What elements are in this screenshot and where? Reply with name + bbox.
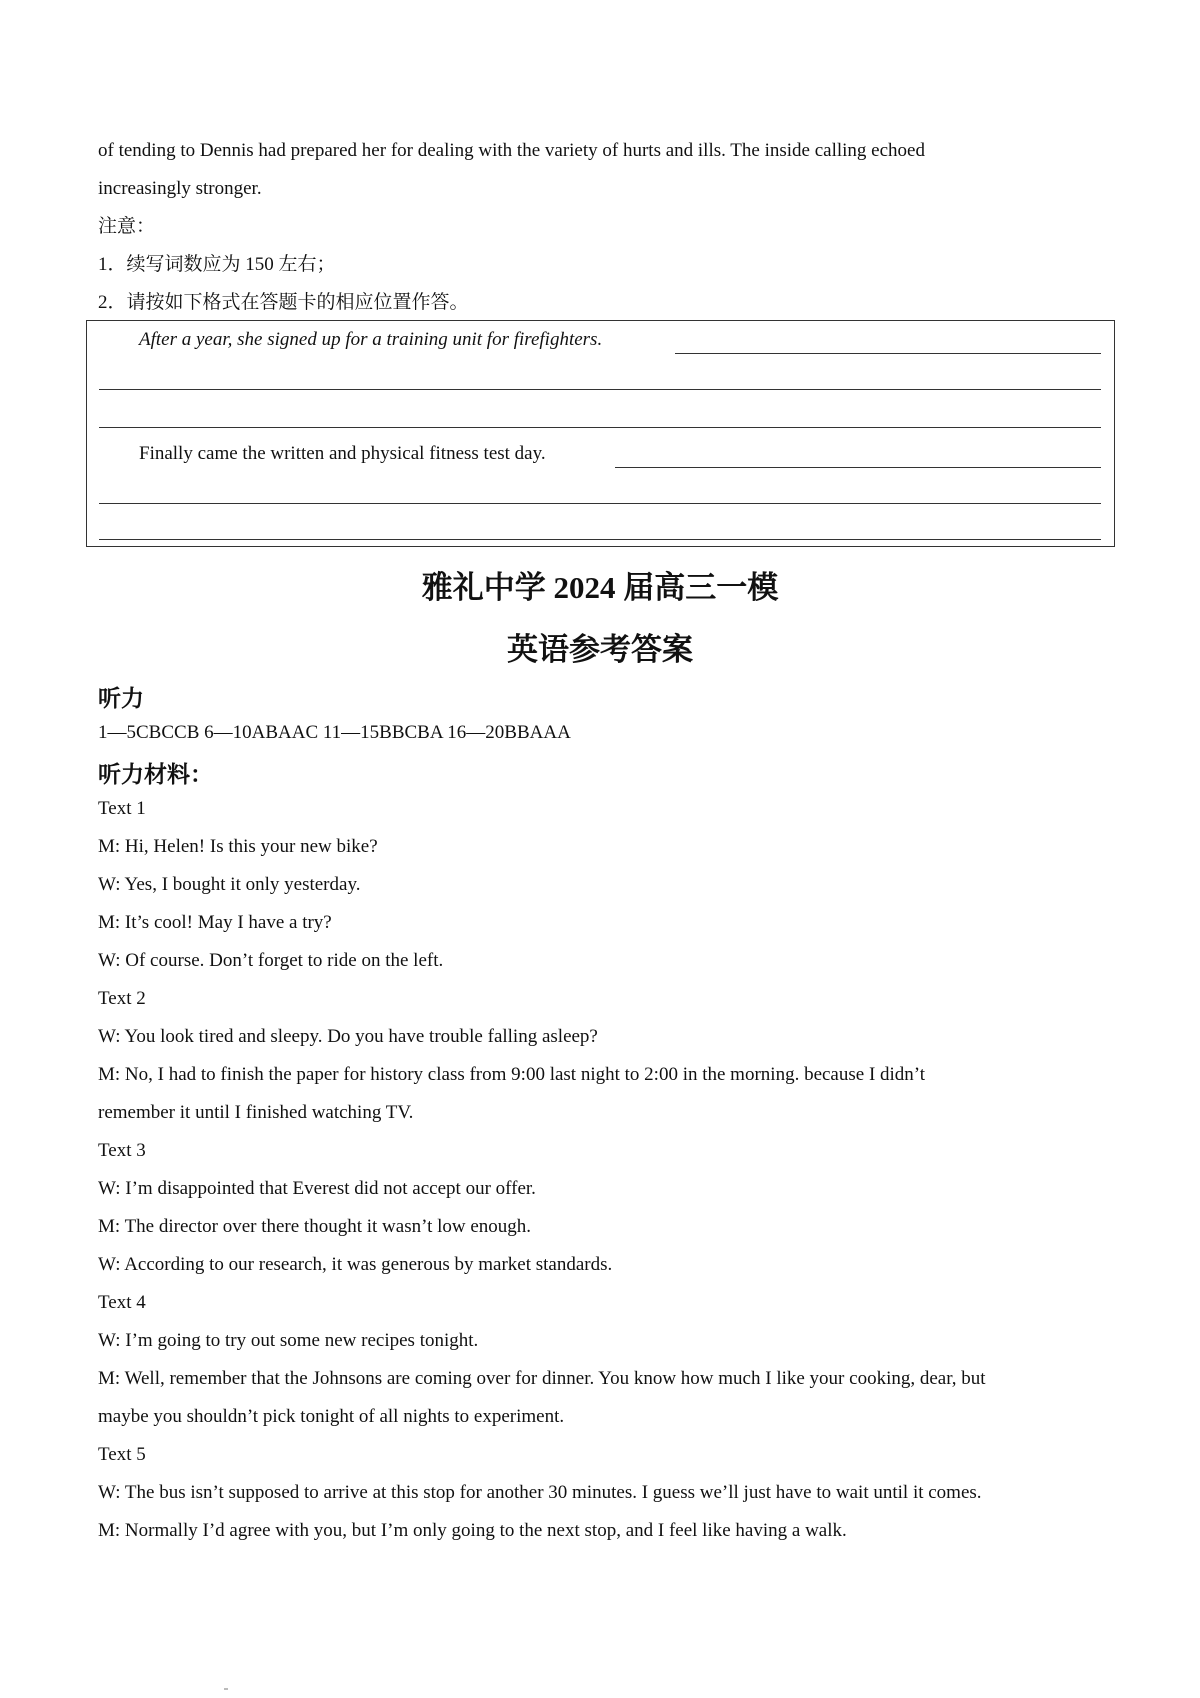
notes-item-2: 2．请按如下格式在答题卡的相应位置作答。 (98, 292, 469, 313)
dialogue-line: M: It’s cool! May I have a try? (98, 912, 332, 933)
prompt-1: After a year, she signed up for a training unit for firefighters. (139, 329, 603, 350)
writing-line (675, 353, 1101, 354)
dialogue-line: W: Yes, I bought it only yesterday. (98, 874, 361, 895)
dialogue-line: W: I’m going to try out some new recipes tonight. (98, 1330, 479, 1351)
writing-line (99, 427, 1101, 428)
dialogue-line: M: Well, remember that the Johnsons are coming over for dinner. You know how much I like your cooking, dear, but (98, 1368, 986, 1389)
writing-line (99, 539, 1101, 540)
dialogue-line: W: I’m disappointed that Everest did not accept our offer. (98, 1178, 536, 1199)
answer-key-title: 雅礼中学 2024 届高三一模 (421, 570, 779, 605)
dialogue-line: M: The director over there thought it wasn’t low enough. (98, 1216, 532, 1237)
writing-line (99, 503, 1101, 504)
notes-item-1: 1．续写词数应为 150 左右； (98, 254, 336, 275)
notes-heading: 注意： (98, 216, 156, 237)
text-label: Text 4 (98, 1292, 146, 1313)
listening-material-heading: 听力材料： (98, 762, 213, 787)
dialogue-line: W: According to our research, it was generous by market standards. (98, 1254, 613, 1275)
dialogue-line: remember it until I finished watching TV. (98, 1102, 414, 1123)
continuation-line-1: of tending to Dennis had prepared her for dealing with the variety of hurts and ills. The inside calling echoed (98, 140, 925, 161)
answer-format-box (86, 320, 1115, 547)
page-mark (224, 1688, 228, 1690)
dialogue-line: M: Hi, Helen! Is this your new bike? (98, 836, 378, 857)
writing-line (99, 389, 1101, 390)
dialogue-line: maybe you shouldn’t pick tonight of all nights to experiment. (98, 1406, 565, 1427)
listening-answers: 1—5CBCCB 6—10ABAAC 11—15BBCBA 16—20BBAAA (98, 722, 571, 743)
text-label: Text 3 (98, 1140, 146, 1161)
dialogue-line: W: Of course. Don’t forget to ride on the left. (98, 950, 444, 971)
answer-key-subtitle: 英语参考答案 (507, 632, 693, 667)
dialogue-line: W: You look tired and sleepy. Do you have trouble falling asleep? (98, 1026, 598, 1047)
listening-heading: 听力 (98, 686, 144, 711)
text-label: Text 5 (98, 1444, 146, 1465)
text-label: Text 2 (98, 988, 146, 1009)
dialogue-line: M: No, I had to finish the paper for history class from 9:00 last night to 2:00 in the morning. because I didn’t (98, 1064, 926, 1085)
dialogue-line: W: The bus isn’t supposed to arrive at this stop for another 30 minutes. I guess we’ll just have to wait until it comes. (98, 1482, 982, 1503)
text-label: Text 1 (98, 798, 146, 819)
dialogue-line: M: Normally I’d agree with you, but I’m only going to the next stop, and I feel like having a walk. (98, 1520, 847, 1541)
continuation-line-2: increasingly stronger. (98, 178, 262, 199)
prompt-2: Finally came the written and physical fitness test day. (139, 443, 546, 464)
writing-line (615, 467, 1101, 468)
